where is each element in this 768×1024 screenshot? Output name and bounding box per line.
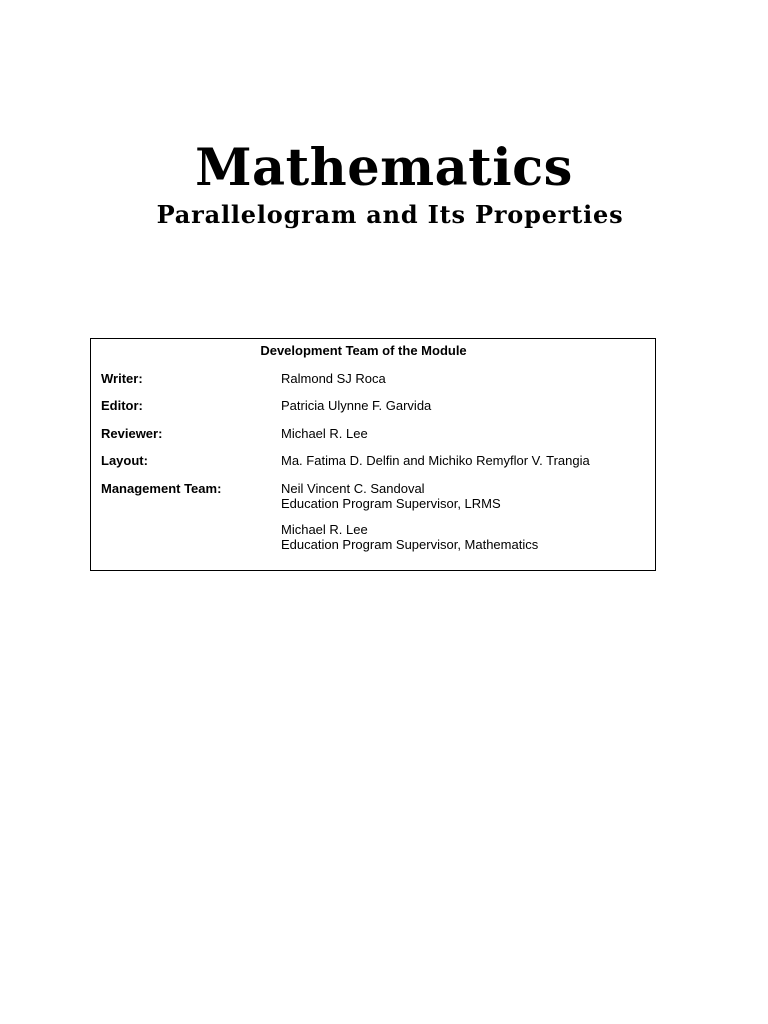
team-role-label: Reviewer: [101,426,163,441]
team-member-names [281,398,431,413]
team-member-line: Michael R. Lee [281,522,368,537]
development-team-heading: Development Team of the Module [260,343,467,358]
document-title: Mathematics [195,138,573,198]
team-member-names [281,426,368,441]
team-member-line: Neil Vincent C. Sandoval [281,481,425,496]
document-subtitle: Parallelogram and Its Properties [156,200,624,229]
team-member-names [281,522,538,552]
team-role-label: Layout: [101,453,148,468]
team-member-names [281,481,501,511]
team-member-names [281,453,590,468]
team-member-line: Ralmond SJ Roca [281,371,386,386]
team-role-label: Management Team: [101,481,222,496]
development-team-box [90,338,656,571]
team-member-line: Ma. Fatima D. Delfin and Michiko Remyflor V. Trangia [281,453,590,468]
team-role-label: Writer: [101,371,143,386]
team-member-names [281,371,386,386]
team-member-position: Education Program Supervisor, LRMS [281,496,501,511]
team-role-label: Editor: [101,398,143,413]
team-member-line: Patricia Ulynne F. Garvida [281,398,432,413]
team-member-line: Michael R. Lee [281,426,368,441]
team-member-position: Education Program Supervisor, Mathematics [281,537,539,552]
